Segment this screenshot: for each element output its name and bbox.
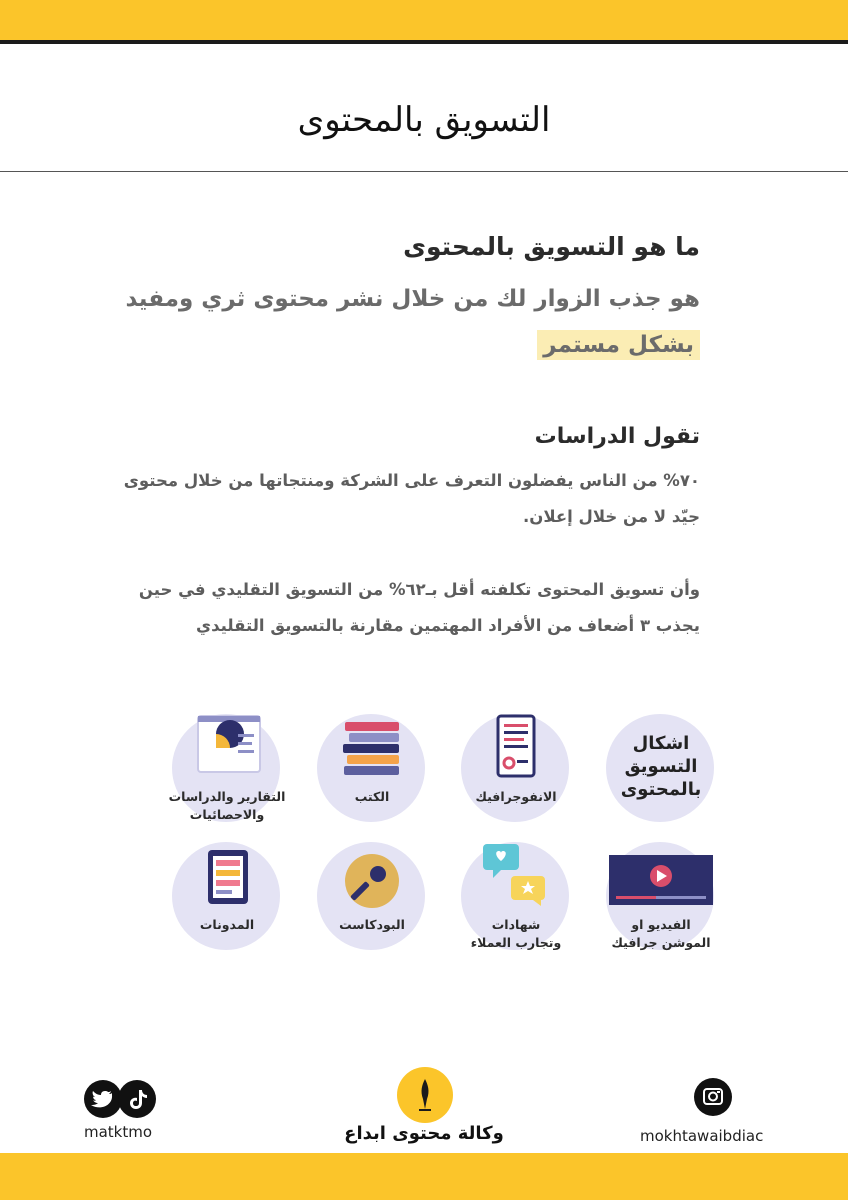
top-band xyxy=(0,0,848,40)
forms-lead-tile xyxy=(586,714,736,834)
infographic-tile xyxy=(441,714,591,834)
studies-para2-line1: وأن تسويق المحتوى تكلفته أقل بـ٦٢% من التسويق التقليدي في حين xyxy=(138,580,700,599)
right-handle[interactable]: mokhtawaibdiac xyxy=(640,1127,764,1145)
studies-paragraph-2 xyxy=(120,572,700,644)
studies-paragraph-1 xyxy=(120,463,700,535)
video-label-line2: الموشن جرافيك xyxy=(611,935,711,950)
books-tile xyxy=(297,714,447,834)
podcast-label: البودكاست xyxy=(339,917,405,932)
podcast-tile xyxy=(297,842,447,962)
definition-heading: ما هو التسويق بالمحتوى xyxy=(403,232,700,261)
title-divider xyxy=(0,171,848,172)
reports-label-line1: التقارير والدراسات xyxy=(168,789,286,804)
chat-bubbles-icon xyxy=(481,842,551,908)
left-handle[interactable]: matktmo xyxy=(84,1123,153,1141)
tiktok-icon[interactable] xyxy=(118,1080,156,1118)
blogs-tile xyxy=(152,842,302,962)
testimonials-tile xyxy=(441,842,591,962)
blog-tablet-icon xyxy=(206,848,250,906)
video-player-icon xyxy=(608,854,714,906)
reports-label-line2: والاحصائيات xyxy=(189,807,265,822)
books-icon xyxy=(341,720,403,778)
infographic-label: الانفوجرافيك xyxy=(475,789,557,804)
forms-lead-text xyxy=(586,732,736,801)
reports-tile xyxy=(152,714,302,834)
definition-text xyxy=(120,276,700,368)
pen-nib-icon xyxy=(397,1067,453,1123)
studies-para2-line2: يجذب ٣ أضعاف من الأفراد المهتمين مقارنة بالتسويق التقليدي xyxy=(195,616,700,635)
report-chart-icon xyxy=(196,714,262,774)
studies-heading: تقول الدراسات xyxy=(534,424,700,449)
testimonials-label-line1: شهادات xyxy=(491,917,541,932)
testimonials-label xyxy=(441,916,591,952)
twitter-icon[interactable] xyxy=(84,1080,122,1118)
brand-name: وكالة محتوى ابداع xyxy=(344,1123,504,1144)
page-title: التسويق بالمحتوى xyxy=(297,100,551,140)
video-label-line1: الفيديو او xyxy=(631,917,691,932)
forms-lead-line2: التسويق xyxy=(624,756,698,777)
studies-para1-line2: جيّد لا من خلال إعلان. xyxy=(522,507,700,526)
definition-line-1: هو جذب الزوار لك من خلال نشر محتوى ثري ومفيد xyxy=(125,286,700,312)
instagram-icon[interactable] xyxy=(694,1078,732,1116)
books-label: الكتب xyxy=(354,789,390,804)
video-tile xyxy=(586,842,736,962)
testimonials-label-line2: وتجارب العملاء xyxy=(470,935,562,950)
microphone-icon xyxy=(343,852,401,910)
footer-band xyxy=(0,1153,848,1200)
reports-label xyxy=(152,788,302,824)
studies-para1-line1: ٧٠% من الناس يفضلون التعرف على الشركة ومنتجاتها من خلال محتوى xyxy=(123,471,700,490)
brand-logo xyxy=(397,1067,453,1123)
infographic-icon xyxy=(496,714,536,780)
video-label xyxy=(586,916,736,952)
forms-lead-line1: اشكال xyxy=(632,733,690,754)
forms-lead-line3: بالمحتوى xyxy=(620,779,702,800)
definition-highlight: بشكل مستمر xyxy=(537,330,700,360)
top-rule xyxy=(0,40,848,44)
blogs-label: المدونات xyxy=(199,917,255,932)
